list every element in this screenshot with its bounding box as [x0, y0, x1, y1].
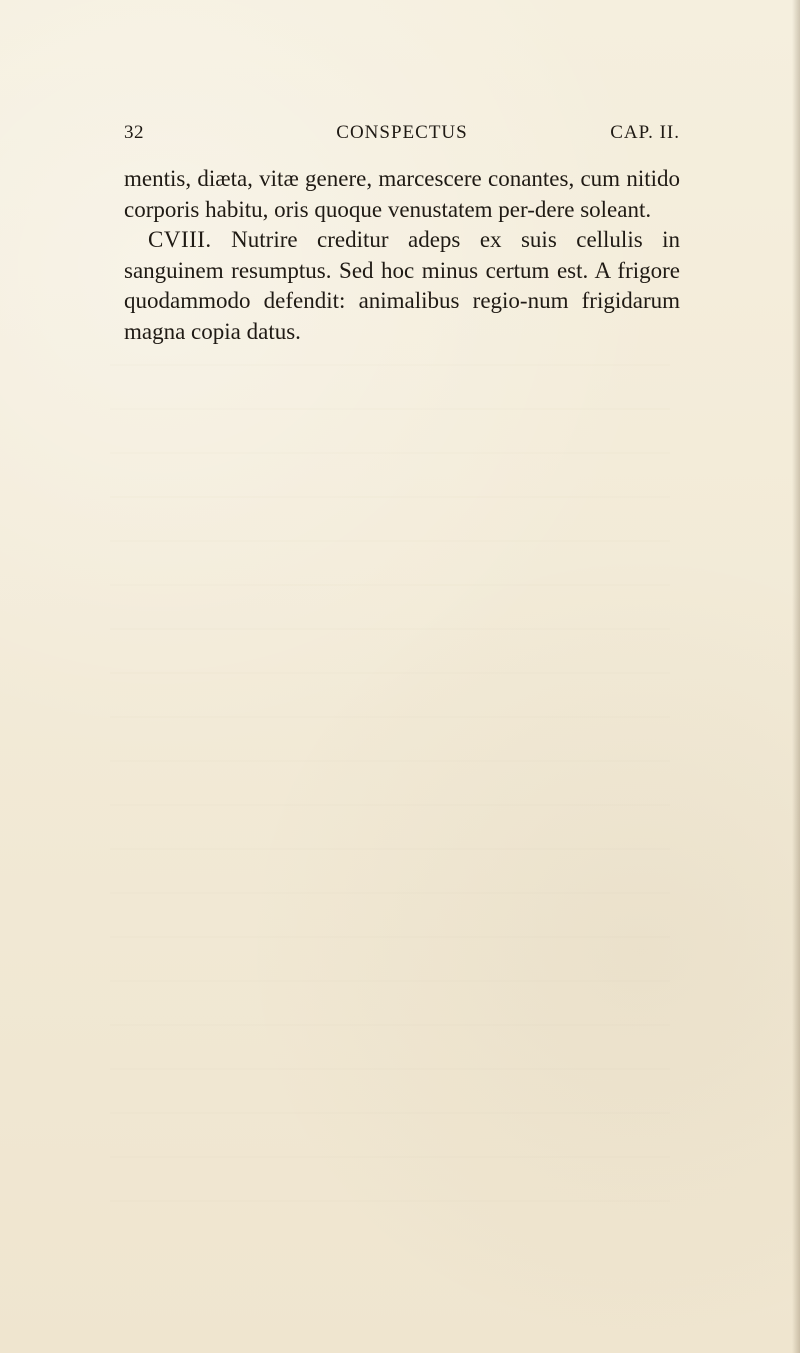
paragraph-1: [124, 164, 680, 225]
chapter-label: CAP. II.: [610, 122, 680, 143]
page-header: [124, 122, 680, 150]
body-text: [124, 164, 680, 347]
paragraph-text: mentis, diæta, vitæ genere, marcescere conantes, cum nitido corporis habitu, oris quoque venustatem per-dere soleant.: [124, 166, 680, 222]
show-through-text: [110, 340, 670, 1220]
running-head: CONSPECTUS: [336, 122, 468, 143]
page-edge-shadow: [792, 0, 800, 1353]
page-number: 32: [124, 122, 144, 143]
paragraph-text: Nutrire creditur adeps ex suis cellulis in sanguinem resumptus. Sed hoc minus certum est. A frigore quodammodo defendit: animalibus regio-num frigidarum magna copia datus.: [124, 227, 681, 344]
section-number: CVIII.: [148, 227, 212, 252]
paragraph-2: [124, 225, 680, 347]
